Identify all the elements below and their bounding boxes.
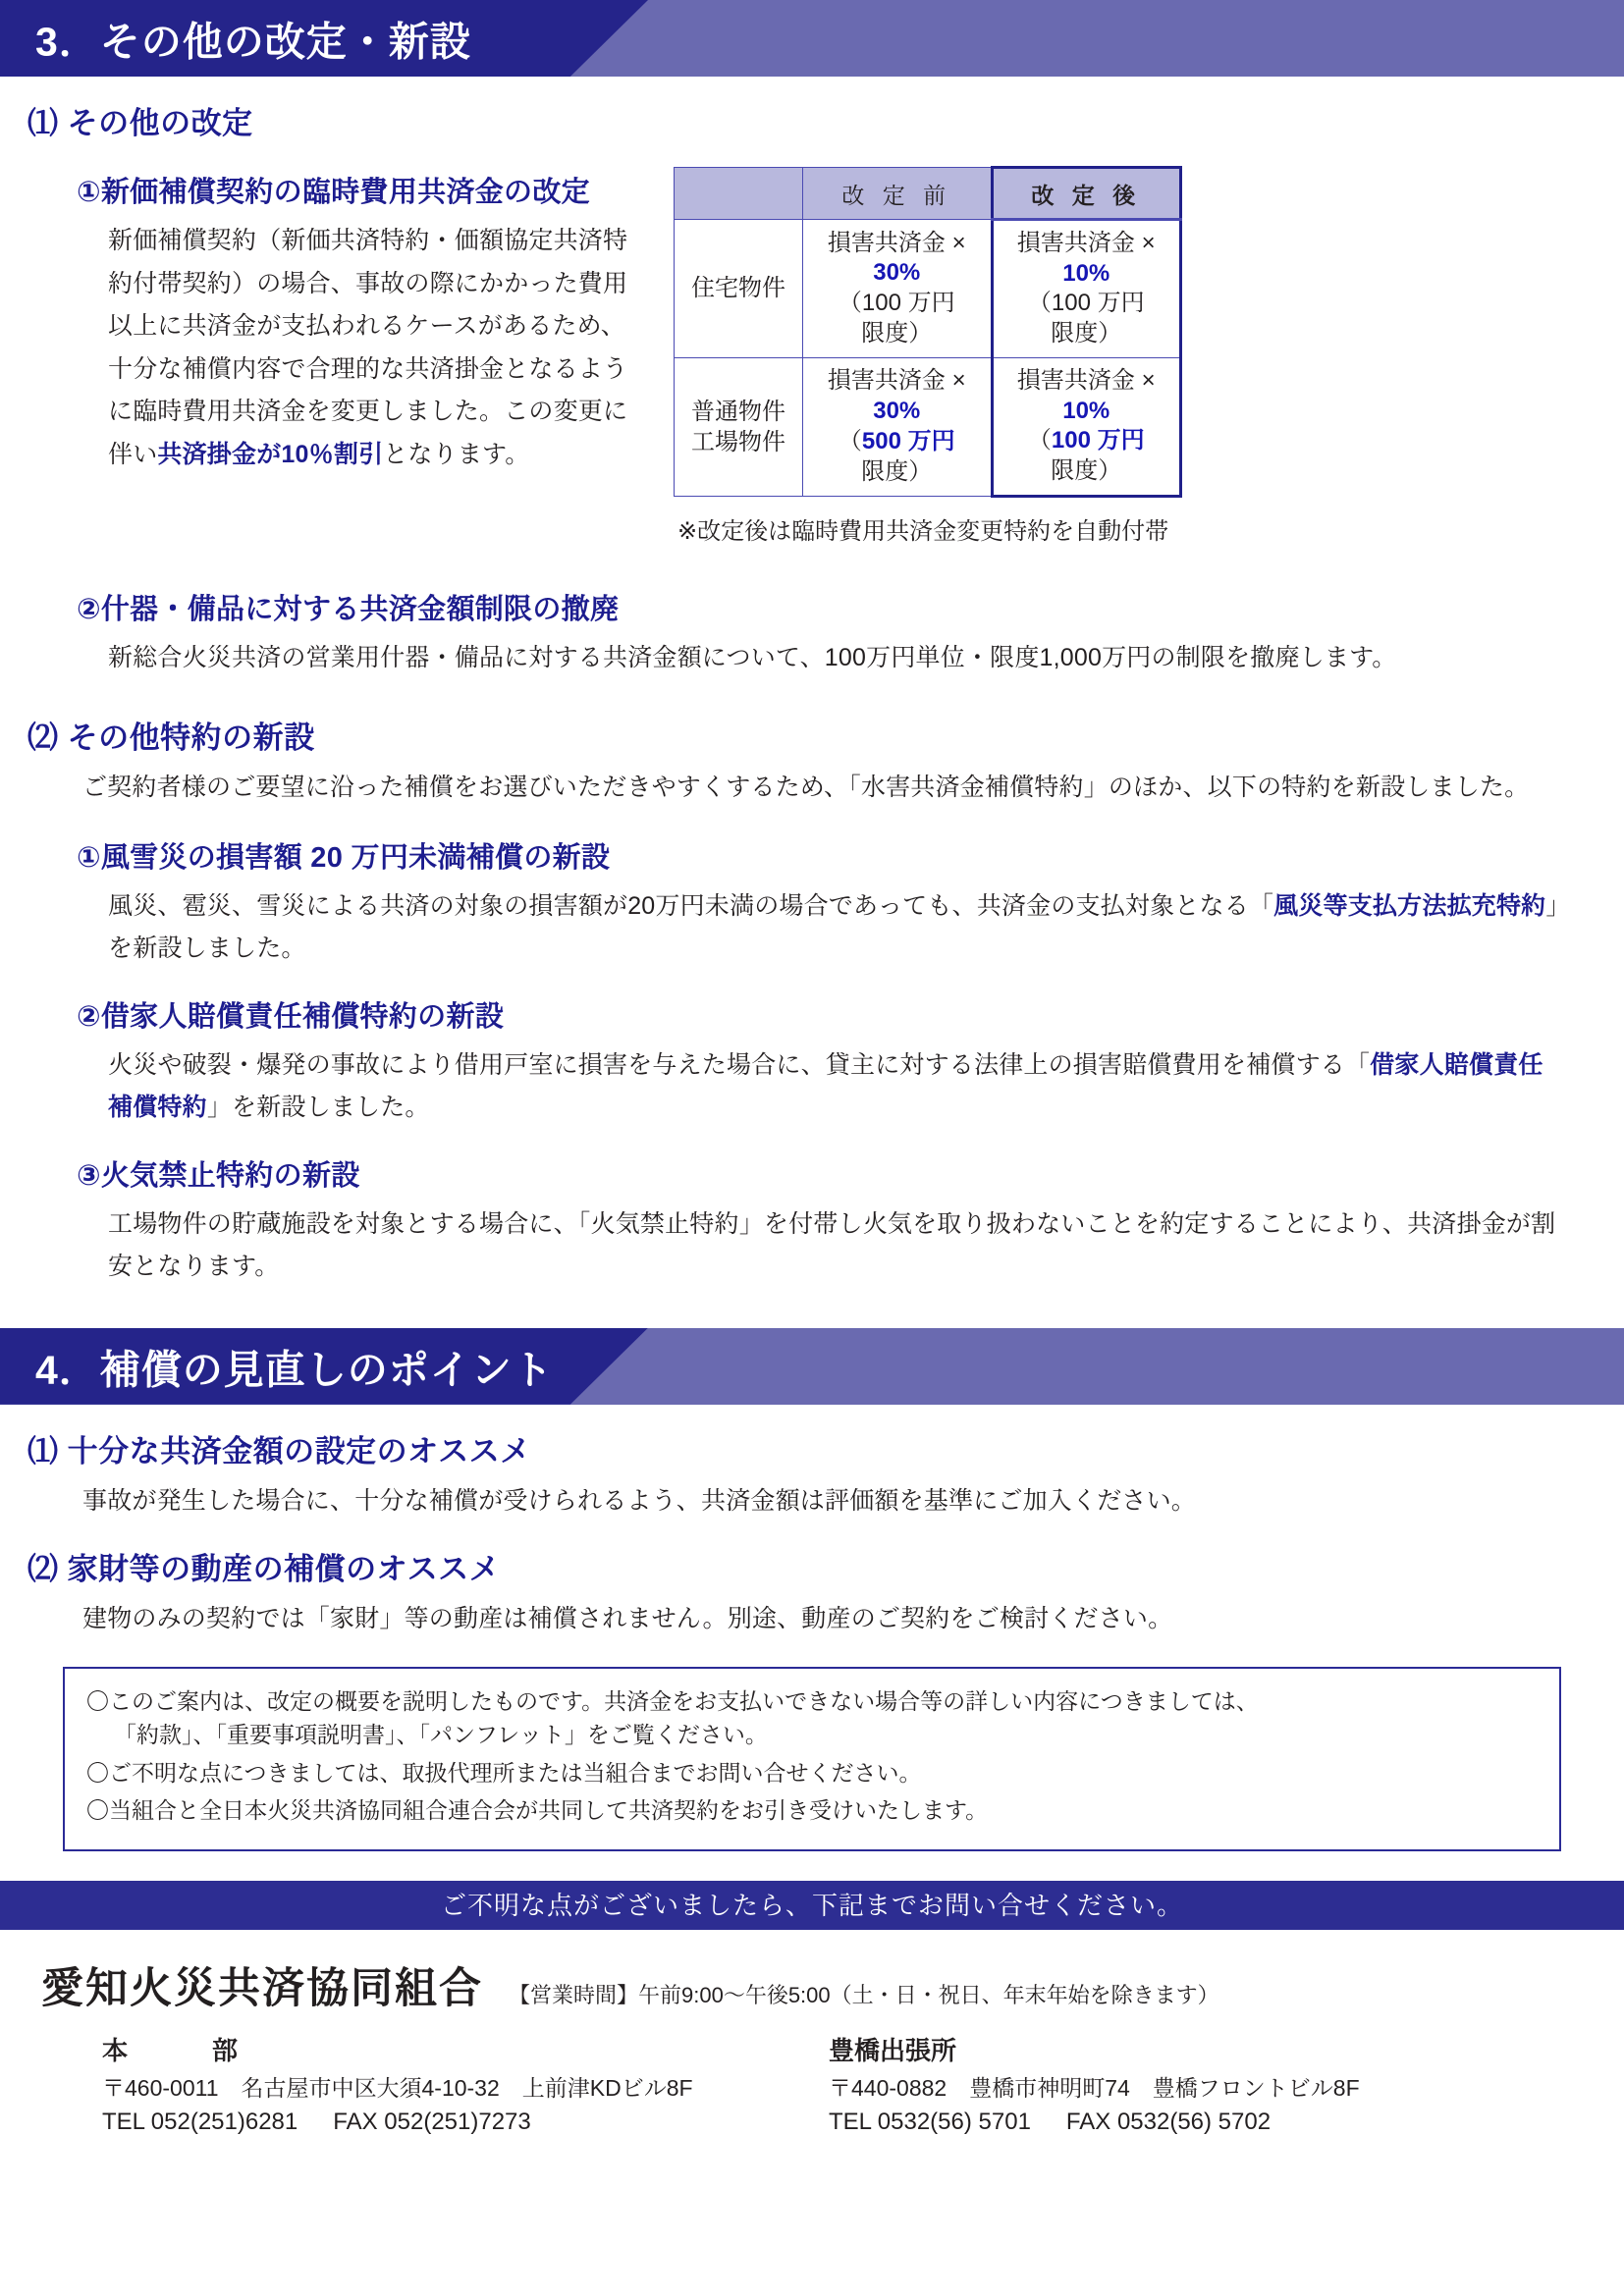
- office-headquarters: [102, 2031, 829, 2141]
- item-3-2-2-heading: ②借家人賠償責任補償特約の新設: [77, 1000, 505, 1033]
- comparison-table-column: [668, 152, 1624, 546]
- row-1-before-cell: [803, 357, 993, 496]
- row-1-after-limit-num: 100 万円: [1051, 427, 1145, 454]
- row-1-before-main: 損害共済金 ×: [827, 367, 966, 395]
- table-corner-cell: [675, 168, 803, 220]
- item-3-2-2-body-after: 」を新設しました。: [206, 1094, 430, 1122]
- footer-contact-block: [0, 1930, 1624, 2141]
- item-3-2-1-body-after: 」を新設しました。: [108, 891, 1559, 963]
- office-name: 本 部: [102, 2035, 241, 2065]
- row-1-before-limit-post: 限度）: [861, 457, 933, 485]
- office-phone-line: [829, 2105, 1555, 2140]
- notice-line-1-text: 〇このご案内は、改定の概要を説明したものです。共済金をお支払いできない場合等の詳しい内容につきましては、: [86, 1687, 1259, 1714]
- organization-row: [0, 1955, 1624, 2015]
- notice-line-2: 〇ご不明な点につきましては、取扱代理所または当組合までお問い合せください。: [86, 1759, 922, 1786]
- item-3-2-1-body-before: 風災、雹災、雪災による共済の対象の損害額が20万円未満の場合であっても、共済金の支払対象となる「: [108, 891, 1274, 920]
- office-address: 〒460-0011 名古屋市中区大須4-10-32 上前津KDビル8F: [102, 2074, 693, 2101]
- subsection-3-2-label: ⑵ その他特約の新設: [27, 721, 315, 756]
- row-1-before-limit-pre: （: [838, 427, 862, 454]
- subsection-3-1-label: ⑴ その他の改定: [27, 106, 253, 140]
- section-4-title: 4．補償の見直しのポイント: [35, 1347, 554, 1393]
- table-head: [675, 168, 1181, 220]
- item-3-1-1-body-highlight: 共済掛金が10％割引: [157, 440, 384, 468]
- row-1-after-main: 損害共済金 ×: [1016, 366, 1156, 394]
- row-0-after-cell: [992, 220, 1181, 358]
- row-0-after-main: 損害共済金 ×: [1016, 230, 1156, 256]
- table-row: [675, 357, 1181, 496]
- row-label-general-factory: 普通物件 工場物件: [675, 357, 803, 496]
- table-header-before: 改 定 前: [803, 168, 993, 220]
- office-tel: TEL 0532(56) 5701: [829, 2109, 1031, 2136]
- notice-line-3: 〇当組合と全日本火災共済協同組合連合会が共同して共済契約をお引き受けいたします。: [86, 1797, 989, 1824]
- item-3-2-2-body-before: 火災や破裂・爆発の事故により借用戸室に損害を与えた場合に、貸主に対する法律上の損害賠償費用を補償する「: [108, 1050, 1371, 1079]
- row-label-residential: 住宅物件: [675, 220, 803, 358]
- table-header-after: 改 定 後: [992, 168, 1181, 220]
- item-3-1-1-body-after: となります。: [383, 440, 530, 468]
- business-hours: 【営業時間】午前9:00〜午後5:00（土・日・祝日、年末年始を除きます）: [509, 1982, 1219, 2007]
- row-0-before-main: 損害共済金 ×: [827, 229, 966, 256]
- row-0-after-limit-pre: （: [1027, 290, 1052, 317]
- row-0-before-cell: [803, 220, 993, 358]
- item-3-2-1-body: [108, 885, 1565, 971]
- item-3-2-1-body-highlight: 風災等支払方法拡充特約: [1273, 891, 1546, 920]
- section-3-title: 3．その他の改定・新設: [35, 19, 471, 65]
- item-3-1-1-body: [108, 220, 648, 476]
- notice-line-1-continuation: 「約款」、「重要事項説明書」、「パンフレット」をご覧ください。: [114, 1722, 768, 1748]
- office-fax: FAX 0532(56) 5702: [1065, 2109, 1272, 2136]
- section-3-banner: [0, 0, 1624, 77]
- row-1-before-limit-num: 500 万円: [861, 427, 955, 454]
- row-1-after-limit-post: 限度）: [1051, 457, 1122, 485]
- row-1-before-rate: 30%: [873, 398, 921, 425]
- subsection-4-1-body: 事故が発生した場合に、十分な補償が受けられるよう、共済金額は評価額を基準にご加入ください。: [82, 1486, 1197, 1515]
- section-4-banner: [0, 1328, 1624, 1405]
- item-3-1-1-heading: ①新価補償契約の臨時費用共済金の改定: [77, 177, 590, 208]
- contact-prompt-bar: ご不明な点がございましたら、下記までお問い合せください。: [0, 1881, 1624, 1930]
- office-fax: FAX 052(251)7273: [333, 2109, 531, 2136]
- row-0-after-rate: 10%: [1062, 259, 1110, 287]
- subsection-4-2-label: ⑵ 家財等の動産の補償のオススメ: [27, 1552, 501, 1587]
- table-footnote: ※改定後は臨時費用共済金変更特約を自動付帯: [677, 517, 1169, 545]
- row-0-before-limit-num: 100 万円: [861, 289, 955, 316]
- item-3-2-3-heading: ③火気禁止特約の新設: [77, 1159, 360, 1192]
- row-0-before-limit-post: 限度）: [861, 319, 933, 347]
- office-address: 〒440-0882 豊橋市神明町74 豊橋フロントビル8F: [829, 2074, 1360, 2101]
- row-0-before-rate: 30%: [873, 259, 921, 287]
- organization-name: 愛知火災共済協同組合: [41, 1964, 483, 2012]
- item-3-2-2-body: [108, 1044, 1565, 1130]
- row-1-after-cell: [992, 357, 1181, 496]
- subsection-4-2-body: 建物のみの契約では「家財」等の動産は補償されません。別途、動産のご契約をご検討ください。: [82, 1605, 1173, 1633]
- notice-line-1: [86, 1684, 1538, 1752]
- notice-box: [63, 1667, 1561, 1851]
- office-phone-line: [102, 2105, 829, 2140]
- item-3-2-3-body: 工場物件の貯蔵施設を対象とする場合に、「火気禁止特約」を付帯し火気を取り扱わないことを約定することにより、共済掛金が割安となります。: [108, 1209, 1556, 1281]
- item-3-2-2-body-highlight: 借家人賠償責任補償特約: [108, 1050, 1543, 1122]
- office-toyohashi: [829, 2031, 1555, 2141]
- subsection-4-1-label: ⑴ 十分な共済金額の設定のオススメ: [27, 1433, 531, 1468]
- item-3-2-1-heading: ①風雪災の損害額 20 万円未満補償の新設: [77, 841, 611, 874]
- rinji-hiyou-comparison-table: [674, 166, 1182, 498]
- row-0-after-limit-post: 限度）: [1051, 320, 1122, 347]
- subsection-3-1-body: [0, 152, 1624, 546]
- row-0-before-limit-pre: （: [838, 289, 862, 316]
- row-0-after-limit-num: 100 万円: [1051, 290, 1145, 317]
- office-tel: TEL 052(251)6281: [102, 2109, 298, 2136]
- subsection-3-1-text-column: [0, 152, 668, 476]
- table-header-row: [675, 168, 1181, 220]
- table-body: [675, 220, 1181, 497]
- table-row: [675, 220, 1181, 358]
- item-3-1-2-heading: ②什器・備品に対する共済金額制限の撤廃: [77, 593, 620, 625]
- item-3-1-2-body: 新総合火災共済の営業用什器・備品に対する共済金額について、100万円単位・限度1,000万円の制限を撤廃します。: [108, 643, 1397, 671]
- office-list: [0, 2031, 1624, 2141]
- row-1-after-limit-pre: （: [1027, 427, 1052, 454]
- office-name: 豊橋出張所: [829, 2035, 957, 2065]
- item-3-1-1-body-before: 新価補償契約（新価共済特約・価額協定共済特約付帯契約）の場合、事故の際にかかった費用以上に共済金が支払われるケースがあるため、十分な補償内容で合理的な共済掛金となるように臨時費用共済金を変更しました。この変更に伴い: [108, 227, 628, 468]
- row-1-after-rate: 10%: [1062, 397, 1110, 424]
- subsection-3-2-intro: ご契約者様のご要望に沿った補償をお選びいただきやすくするため、「水害共済金補償特約」のほか、以下の特約を新設しました。: [82, 774, 1530, 802]
